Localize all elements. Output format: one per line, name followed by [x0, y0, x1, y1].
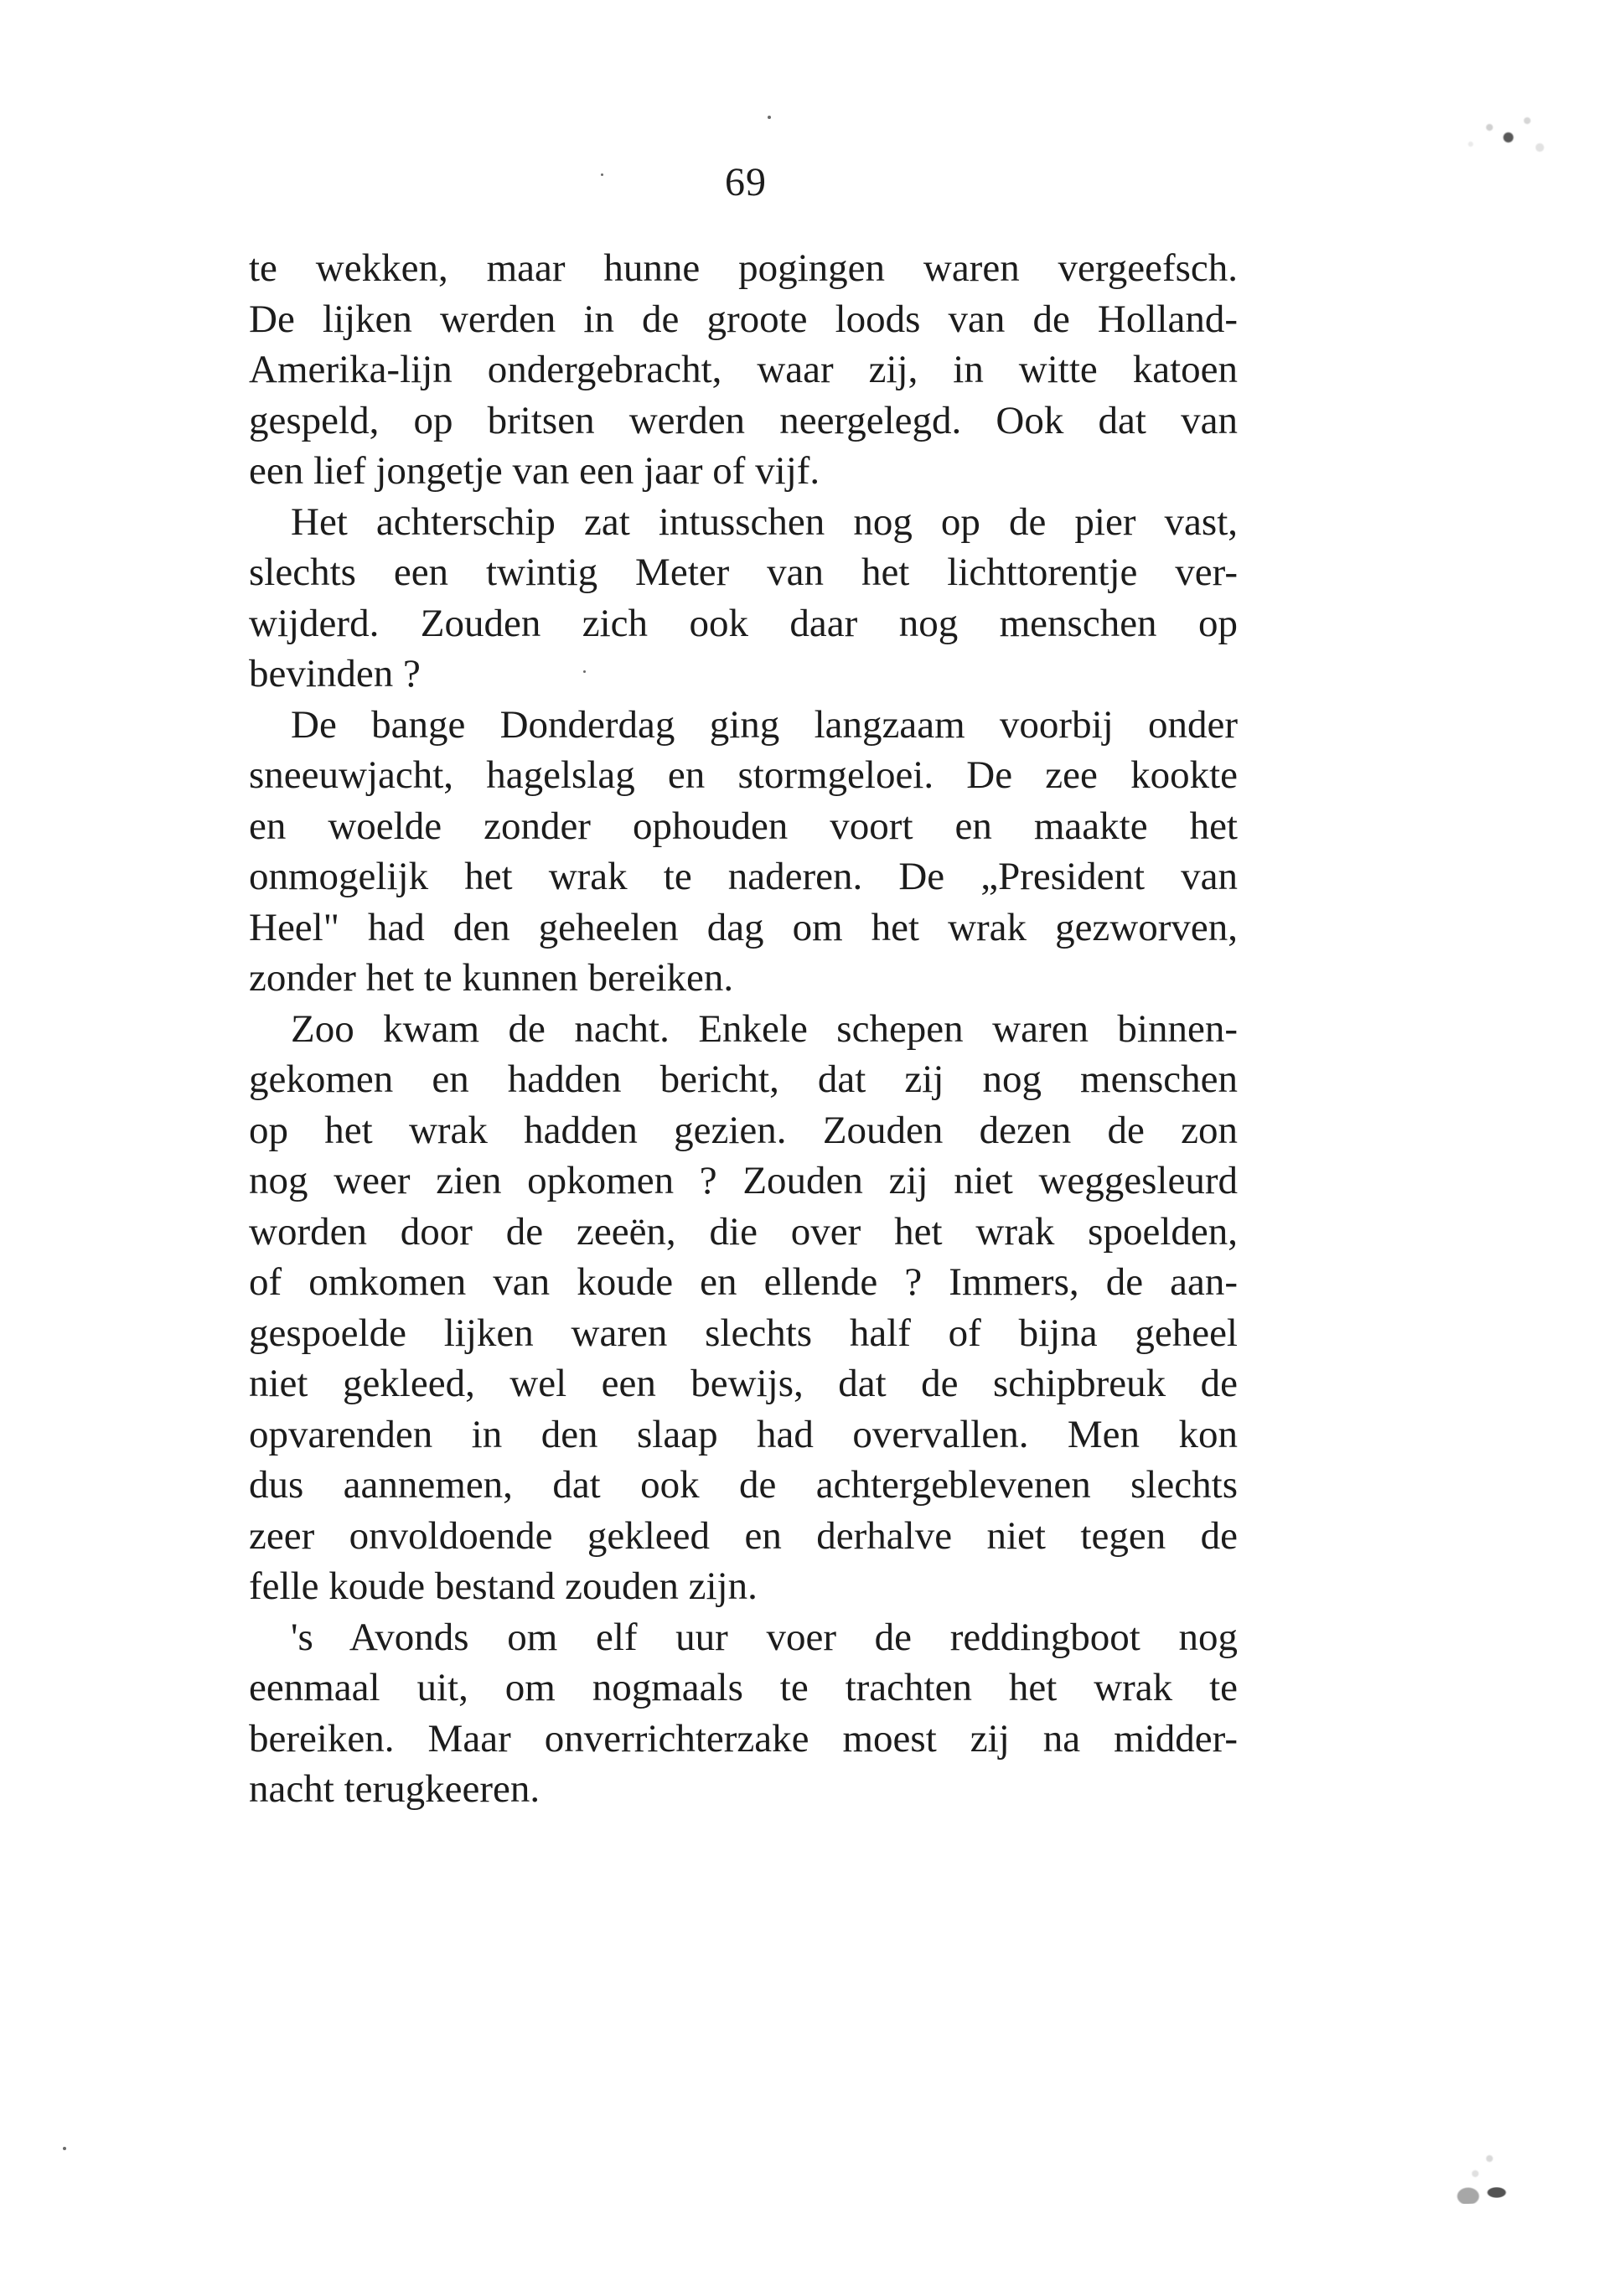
text-line: eenmaal uit, om nogmaals te trachten het wrak te [249, 1666, 1238, 1709]
scan-noise-top [1433, 101, 1559, 168]
text-line: en woelde zonder ophouden voort en maakte het [249, 804, 1238, 848]
text-line: sneeuwjacht, hagelslag en stormgeloei. De zee kookte [249, 753, 1238, 797]
text-line: dus aannemen, dat ook de achtergeblevenen slechts [249, 1463, 1238, 1507]
text-line: bevinden ? [249, 652, 421, 695]
text-line: onmogelijk het wrak te naderen. De „President van [249, 855, 1238, 898]
text-line: Het achterschip zat intusschen nog op de pier vast, [291, 499, 1238, 544]
scan-noise-bottom [1383, 2128, 1525, 2204]
text-line: worden door de zeeën, die over het wrak spoelden, [249, 1209, 1238, 1254]
text-line: De lijken werden in de groote loods van de Holland- [249, 297, 1238, 341]
page-number: 69 [725, 160, 767, 204]
text-line: zonder het te kunnen bereiken. [249, 956, 734, 1000]
text-line: zeer onvoldoende gekleed en derhalve niet tegen de [249, 1513, 1238, 1558]
text-line: nacht terugkeeren. [249, 1767, 540, 1811]
text-line: gespeld, op britsen werden neergelegd. Ook dat van [249, 398, 1238, 442]
text-line: of omkomen van koude en ellende ? Immers, de aan- [249, 1260, 1238, 1304]
text-line: op het wrak hadden gezien. Zouden dezen de zon [249, 1108, 1238, 1152]
text-line: een lief jongetje van een jaar of vijf. [249, 449, 820, 493]
text-line: 's Avonds om elf uur voer de reddingboot nog [291, 1615, 1238, 1659]
text-line: niet gekleed, wel een bewijs, dat de schipbreuk de [249, 1362, 1238, 1405]
scan-speck [63, 2147, 66, 2150]
text-line: gespoelde lijken waren slechts half of bijna geheel [249, 1311, 1238, 1355]
text-line: nog weer zien opkomen ? Zouden zij niet weggesleurd [249, 1159, 1238, 1202]
text-line: felle koude bestand zouden zijn. [249, 1564, 758, 1608]
text-line: Zoo kwam de nacht. Enkele schepen waren binnen- [291, 1006, 1238, 1051]
text-line: Amerika-lijn ondergebracht, waar zij, in witte katoen [249, 348, 1238, 391]
text-line: Heel" had den geheelen dag om het wrak gezworven, [249, 905, 1238, 949]
text-line: wijderd. Zouden zich ook daar nog menschen op [249, 601, 1238, 645]
text-line: gekomen en hadden bericht, dat zij nog menschen [249, 1057, 1238, 1101]
scan-speck [768, 116, 771, 119]
text-line: te wekken, maar hunne pogingen waren vergeefsch. [249, 246, 1238, 290]
body-text [249, 243, 1238, 1815]
text-line: slechts een twintig Meter van het lichttorentje ver- [249, 551, 1238, 594]
text-line: opvarenden in den slaap had overvallen. Men kon [249, 1412, 1238, 1456]
text-line: bereiken. Maar onverrichterzake moest zij na midder- [249, 1716, 1238, 1761]
text-line: De bange Donderdag ging langzaam voorbij onder [291, 702, 1238, 747]
